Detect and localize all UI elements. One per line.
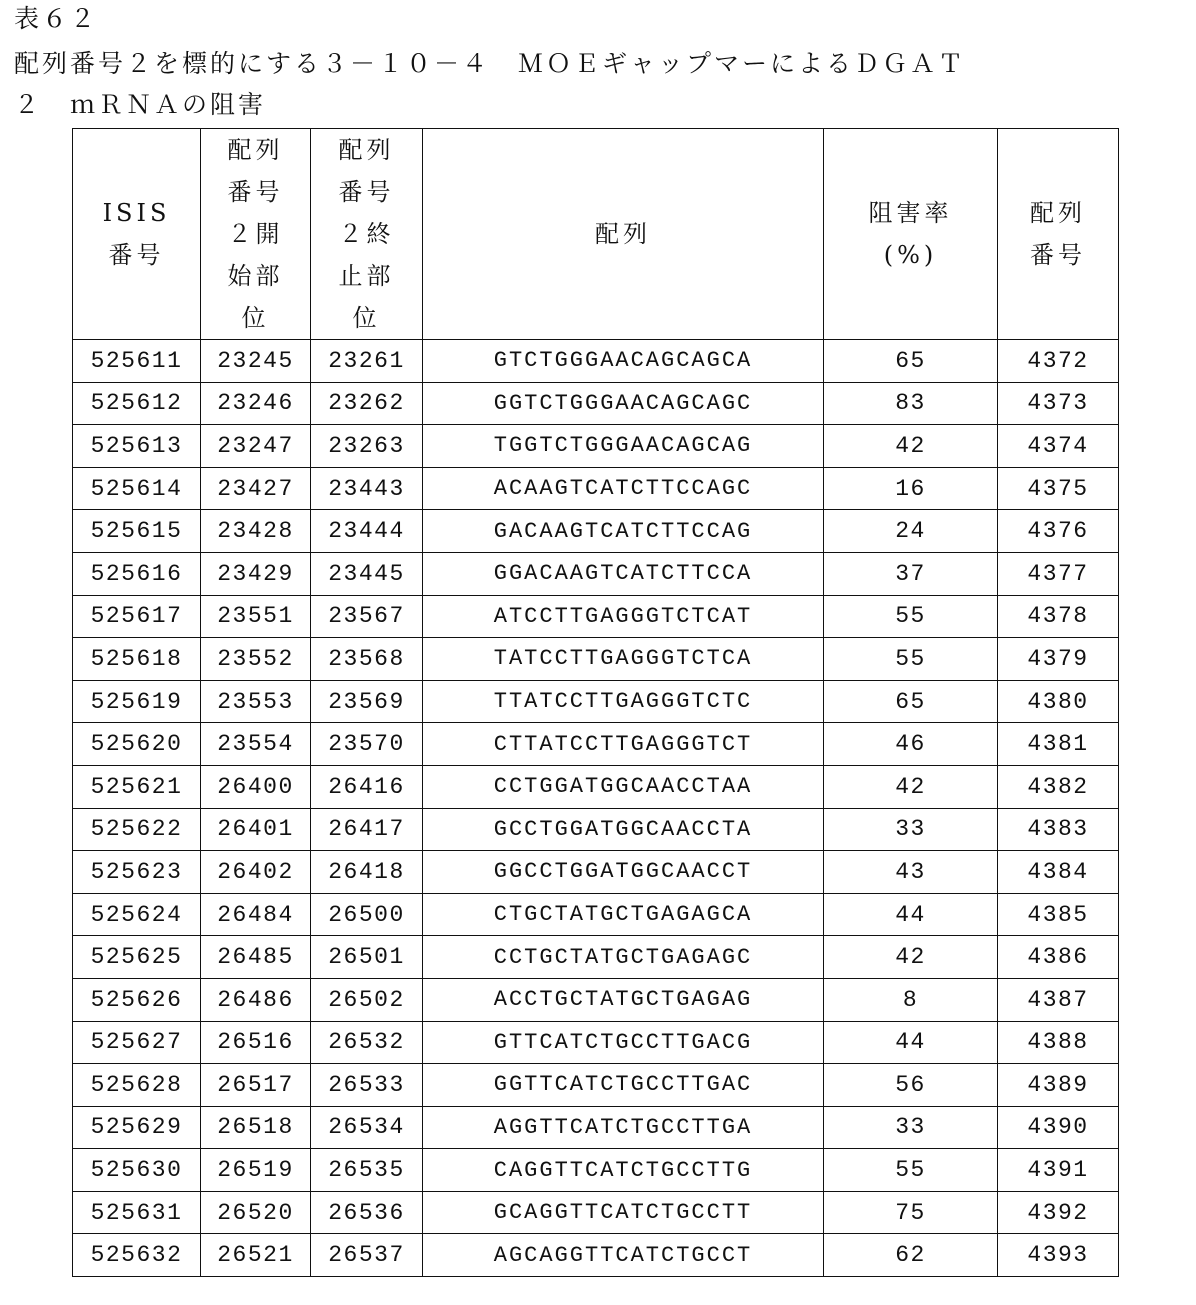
isis-number-cell: 525626 bbox=[73, 978, 201, 1021]
table-row bbox=[73, 340, 1119, 383]
start-site-cell: 26400 bbox=[201, 765, 311, 808]
stop-site-cell: 26535 bbox=[311, 1149, 423, 1192]
isis-number-cell: 525612 bbox=[73, 382, 201, 425]
seq-id-cell: 4388 bbox=[998, 1021, 1119, 1064]
seq-id-cell: 4378 bbox=[998, 595, 1119, 638]
seq-id-cell: 4372 bbox=[998, 340, 1119, 383]
table-row bbox=[73, 765, 1119, 808]
header-seq-id: 配列 番号 bbox=[998, 129, 1119, 340]
sequence-cell: CAGGTTCATCTGCCTTG bbox=[423, 1149, 824, 1192]
inhibition-percent-cell: 44 bbox=[824, 893, 998, 936]
seq-id-cell: 4373 bbox=[998, 382, 1119, 425]
table-number: 表６２ bbox=[14, 4, 98, 34]
isis-number-cell: 525615 bbox=[73, 510, 201, 553]
isis-number-cell: 525621 bbox=[73, 765, 201, 808]
isis-number-cell: 525624 bbox=[73, 893, 201, 936]
table-row bbox=[73, 1149, 1119, 1192]
inhibition-percent-cell: 65 bbox=[824, 340, 998, 383]
stop-site-cell: 23263 bbox=[311, 425, 423, 468]
sequence-cell: GACAAGTCATCTTCCAG bbox=[423, 510, 824, 553]
start-site-cell: 23427 bbox=[201, 467, 311, 510]
table-row bbox=[73, 382, 1119, 425]
start-site-cell: 26518 bbox=[201, 1106, 311, 1149]
table-caption-line1: 配列番号２を標的にする３－１０－４ ＭＯＥギャップマーによるＤＧＡＴ bbox=[14, 49, 966, 79]
stop-site-cell: 26501 bbox=[311, 936, 423, 979]
start-site-cell: 23428 bbox=[201, 510, 311, 553]
start-site-cell: 26401 bbox=[201, 808, 311, 851]
sequence-cell: CCTGCTATGCTGAGAGC bbox=[423, 936, 824, 979]
start-site-cell: 23551 bbox=[201, 595, 311, 638]
isis-number-cell: 525618 bbox=[73, 638, 201, 681]
start-site-cell: 26484 bbox=[201, 893, 311, 936]
seq-id-cell: 4387 bbox=[998, 978, 1119, 1021]
seq-id-cell: 4389 bbox=[998, 1064, 1119, 1107]
table-row bbox=[73, 680, 1119, 723]
table-row bbox=[73, 808, 1119, 851]
start-site-cell: 26402 bbox=[201, 851, 311, 894]
start-site-cell: 26520 bbox=[201, 1191, 311, 1234]
table-row bbox=[73, 1234, 1119, 1277]
isis-number-cell: 525629 bbox=[73, 1106, 201, 1149]
isis-number-cell: 525628 bbox=[73, 1064, 201, 1107]
isis-number-cell: 525617 bbox=[73, 595, 201, 638]
sequence-cell: AGCAGGTTCATCTGCCT bbox=[423, 1234, 824, 1277]
inhibition-percent-cell: 44 bbox=[824, 1021, 998, 1064]
table-row bbox=[73, 936, 1119, 979]
sequence-cell: TTATCCTTGAGGGTCTC bbox=[423, 680, 824, 723]
start-site-cell: 23552 bbox=[201, 638, 311, 681]
table-row bbox=[73, 893, 1119, 936]
header-row bbox=[73, 129, 1119, 340]
sequence-cell: ATCCTTGAGGGTCTCAT bbox=[423, 595, 824, 638]
seq-id-cell: 4385 bbox=[998, 893, 1119, 936]
seq-id-cell: 4381 bbox=[998, 723, 1119, 766]
inhibition-percent-cell: 42 bbox=[824, 425, 998, 468]
inhibition-percent-cell: 55 bbox=[824, 595, 998, 638]
sequence-cell: GGACAAGTCATCTTCCA bbox=[423, 552, 824, 595]
seq-id-cell: 4375 bbox=[998, 467, 1119, 510]
table-row bbox=[73, 510, 1119, 553]
sequence-cell: TGGTCTGGGAACAGCAG bbox=[423, 425, 824, 468]
sequence-cell: ACCTGCTATGCTGAGAG bbox=[423, 978, 824, 1021]
sequence-cell: GCAGGTTCATCTGCCTT bbox=[423, 1191, 824, 1234]
stop-site-cell: 26533 bbox=[311, 1064, 423, 1107]
isis-number-cell: 525632 bbox=[73, 1234, 201, 1277]
start-site-cell: 23554 bbox=[201, 723, 311, 766]
stop-site-cell: 26534 bbox=[311, 1106, 423, 1149]
inhibition-percent-cell: 83 bbox=[824, 382, 998, 425]
inhibition-percent-cell: 37 bbox=[824, 552, 998, 595]
table-row bbox=[73, 1021, 1119, 1064]
stop-site-cell: 23444 bbox=[311, 510, 423, 553]
inhibition-percent-cell: 33 bbox=[824, 1106, 998, 1149]
seq-id-cell: 4382 bbox=[998, 765, 1119, 808]
table-row bbox=[73, 467, 1119, 510]
isis-number-cell: 525622 bbox=[73, 808, 201, 851]
sequence-cell: CTTATCCTTGAGGGTCT bbox=[423, 723, 824, 766]
table-row bbox=[73, 978, 1119, 1021]
stop-site-cell: 26532 bbox=[311, 1021, 423, 1064]
table-row bbox=[73, 723, 1119, 766]
isis-number-cell: 525627 bbox=[73, 1021, 201, 1064]
sequence-cell: GGCCTGGATGGCAACCT bbox=[423, 851, 824, 894]
stop-site-cell: 23567 bbox=[311, 595, 423, 638]
stop-site-cell: 26416 bbox=[311, 765, 423, 808]
inhibition-percent-cell: 55 bbox=[824, 638, 998, 681]
inhibition-percent-cell: 75 bbox=[824, 1191, 998, 1234]
inhibition-percent-cell: 8 bbox=[824, 978, 998, 1021]
table-row bbox=[73, 851, 1119, 894]
seq-id-cell: 4376 bbox=[998, 510, 1119, 553]
isis-number-cell: 525616 bbox=[73, 552, 201, 595]
stop-site-cell: 23570 bbox=[311, 723, 423, 766]
stop-site-cell: 23445 bbox=[311, 552, 423, 595]
seq-id-cell: 4384 bbox=[998, 851, 1119, 894]
start-site-cell: 23245 bbox=[201, 340, 311, 383]
isis-number-cell: 525625 bbox=[73, 936, 201, 979]
inhibition-percent-cell: 65 bbox=[824, 680, 998, 723]
inhibition-table bbox=[72, 128, 1119, 1277]
inhibition-percent-cell: 24 bbox=[824, 510, 998, 553]
stop-site-cell: 26537 bbox=[311, 1234, 423, 1277]
table-row bbox=[73, 1106, 1119, 1149]
sequence-cell: GTTCATCTGCCTTGACG bbox=[423, 1021, 824, 1064]
seq-id-cell: 4391 bbox=[998, 1149, 1119, 1192]
isis-number-cell: 525630 bbox=[73, 1149, 201, 1192]
sequence-cell: TATCCTTGAGGGTCTCA bbox=[423, 638, 824, 681]
sequence-cell: GCCTGGATGGCAACCTA bbox=[423, 808, 824, 851]
header-isis-number: ISIS 番号 bbox=[73, 129, 201, 340]
inhibition-percent-cell: 56 bbox=[824, 1064, 998, 1107]
sequence-cell: ACAAGTCATCTTCCAGC bbox=[423, 467, 824, 510]
start-site-cell: 23246 bbox=[201, 382, 311, 425]
header-sequence: 配列 bbox=[423, 129, 824, 340]
seq-id-cell: 4374 bbox=[998, 425, 1119, 468]
stop-site-cell: 26418 bbox=[311, 851, 423, 894]
isis-number-cell: 525619 bbox=[73, 680, 201, 723]
seq-id-cell: 4393 bbox=[998, 1234, 1119, 1277]
start-site-cell: 26485 bbox=[201, 936, 311, 979]
isis-number-cell: 525631 bbox=[73, 1191, 201, 1234]
seq-id-cell: 4377 bbox=[998, 552, 1119, 595]
table-row bbox=[73, 552, 1119, 595]
sequence-cell: CTGCTATGCTGAGAGCA bbox=[423, 893, 824, 936]
isis-number-cell: 525614 bbox=[73, 467, 201, 510]
sequence-cell: GGTTCATCTGCCTTGAC bbox=[423, 1064, 824, 1107]
start-site-cell: 26486 bbox=[201, 978, 311, 1021]
seq-id-cell: 4390 bbox=[998, 1106, 1119, 1149]
start-site-cell: 26516 bbox=[201, 1021, 311, 1064]
inhibition-percent-cell: 33 bbox=[824, 808, 998, 851]
stop-site-cell: 23568 bbox=[311, 638, 423, 681]
table-row bbox=[73, 638, 1119, 681]
inhibition-percent-cell: 46 bbox=[824, 723, 998, 766]
seq-id-cell: 4383 bbox=[998, 808, 1119, 851]
isis-number-cell: 525611 bbox=[73, 340, 201, 383]
isis-number-cell: 525613 bbox=[73, 425, 201, 468]
stop-site-cell: 26502 bbox=[311, 978, 423, 1021]
stop-site-cell: 26536 bbox=[311, 1191, 423, 1234]
table-row bbox=[73, 425, 1119, 468]
seq-id-cell: 4380 bbox=[998, 680, 1119, 723]
start-site-cell: 23247 bbox=[201, 425, 311, 468]
start-site-cell: 23429 bbox=[201, 552, 311, 595]
inhibition-percent-cell: 16 bbox=[824, 467, 998, 510]
inhibition-percent-cell: 43 bbox=[824, 851, 998, 894]
isis-number-cell: 525623 bbox=[73, 851, 201, 894]
start-site-cell: 26517 bbox=[201, 1064, 311, 1107]
seq-id-cell: 4392 bbox=[998, 1191, 1119, 1234]
sequence-cell: GTCTGGGAACAGCAGCA bbox=[423, 340, 824, 383]
stop-site-cell: 23443 bbox=[311, 467, 423, 510]
table-row bbox=[73, 1191, 1119, 1234]
sequence-cell: CCTGGATGGCAACCTAA bbox=[423, 765, 824, 808]
stop-site-cell: 26417 bbox=[311, 808, 423, 851]
stop-site-cell: 23261 bbox=[311, 340, 423, 383]
sequence-cell: AGGTTCATCTGCCTTGA bbox=[423, 1106, 824, 1149]
stop-site-cell: 26500 bbox=[311, 893, 423, 936]
inhibition-percent-cell: 42 bbox=[824, 765, 998, 808]
inhibition-percent-cell: 62 bbox=[824, 1234, 998, 1277]
header-start-site: 配列 番号 ２開 始部 位 bbox=[201, 129, 311, 340]
isis-number-cell: 525620 bbox=[73, 723, 201, 766]
table-row bbox=[73, 1064, 1119, 1107]
header-inhibition: 阻害率 (%) bbox=[824, 129, 998, 340]
start-site-cell: 26521 bbox=[201, 1234, 311, 1277]
start-site-cell: 23553 bbox=[201, 680, 311, 723]
sequence-cell: GGTCTGGGAACAGCAGC bbox=[423, 382, 824, 425]
seq-id-cell: 4386 bbox=[998, 936, 1119, 979]
header-stop-site: 配列 番号 ２終 止部 位 bbox=[311, 129, 423, 340]
seq-id-cell: 4379 bbox=[998, 638, 1119, 681]
stop-site-cell: 23262 bbox=[311, 382, 423, 425]
table-row bbox=[73, 595, 1119, 638]
stop-site-cell: 23569 bbox=[311, 680, 423, 723]
table-caption-line2: ２ ｍＲＮＡの阻害 bbox=[14, 90, 266, 120]
inhibition-percent-cell: 55 bbox=[824, 1149, 998, 1192]
inhibition-percent-cell: 42 bbox=[824, 936, 998, 979]
start-site-cell: 26519 bbox=[201, 1149, 311, 1192]
